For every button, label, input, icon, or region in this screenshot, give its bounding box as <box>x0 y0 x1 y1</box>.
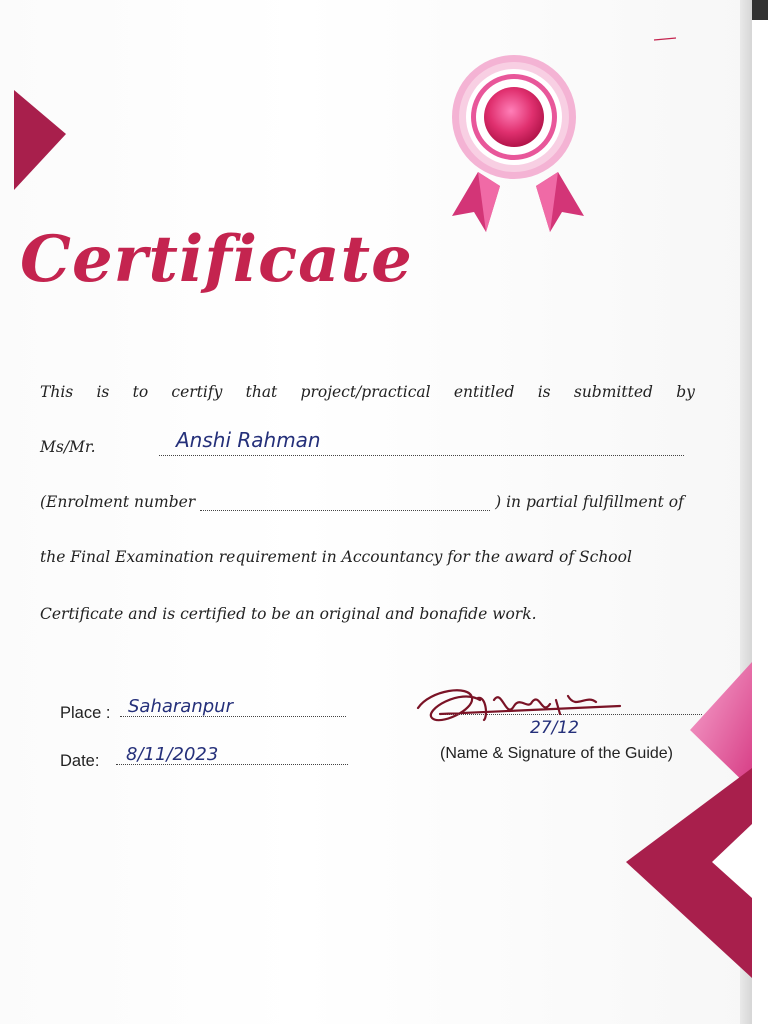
name-line <box>40 438 695 456</box>
guide-label: (Name & Signature of the Guide) <box>440 745 674 762</box>
left-triangle-deco <box>14 90 66 190</box>
name-label: Ms/Mr. <box>40 438 96 456</box>
date-value: 8/11/2023 <box>126 744 219 765</box>
word: certify <box>171 383 223 401</box>
date-label: Date: <box>60 752 100 770</box>
enrolment-dotted-line <box>200 496 490 511</box>
student-name: Anshi Rahman <box>176 428 321 452</box>
examination-line: the Final Examination requirement in Accountancy for the award of School <box>40 548 632 566</box>
word: by <box>676 383 695 401</box>
enrolment-line <box>40 493 695 511</box>
red-mark <box>654 38 676 40</box>
award-rosette-icon <box>452 55 584 232</box>
word: to <box>132 383 149 401</box>
certify-line <box>40 383 695 401</box>
word: project/practical <box>300 383 431 401</box>
word: is <box>96 383 110 401</box>
word: is <box>537 383 551 401</box>
enrolment-prefix: (Enrolment number <box>40 493 196 511</box>
guide-signature <box>410 670 640 750</box>
place-value: Saharanpur <box>128 696 233 717</box>
word: that <box>245 383 278 401</box>
certificate-title: Certificate <box>20 222 413 297</box>
place-label: Place : <box>60 704 111 722</box>
word: submitted <box>573 383 653 401</box>
certified-line: Certificate and is certified to be an original and bonafide work. <box>40 605 537 623</box>
word: entitled <box>453 383 515 401</box>
word: This <box>40 383 74 401</box>
signature-date: 27/12 <box>530 718 579 738</box>
enrolment-suffix: ) in partial fulfillment of <box>495 493 684 511</box>
